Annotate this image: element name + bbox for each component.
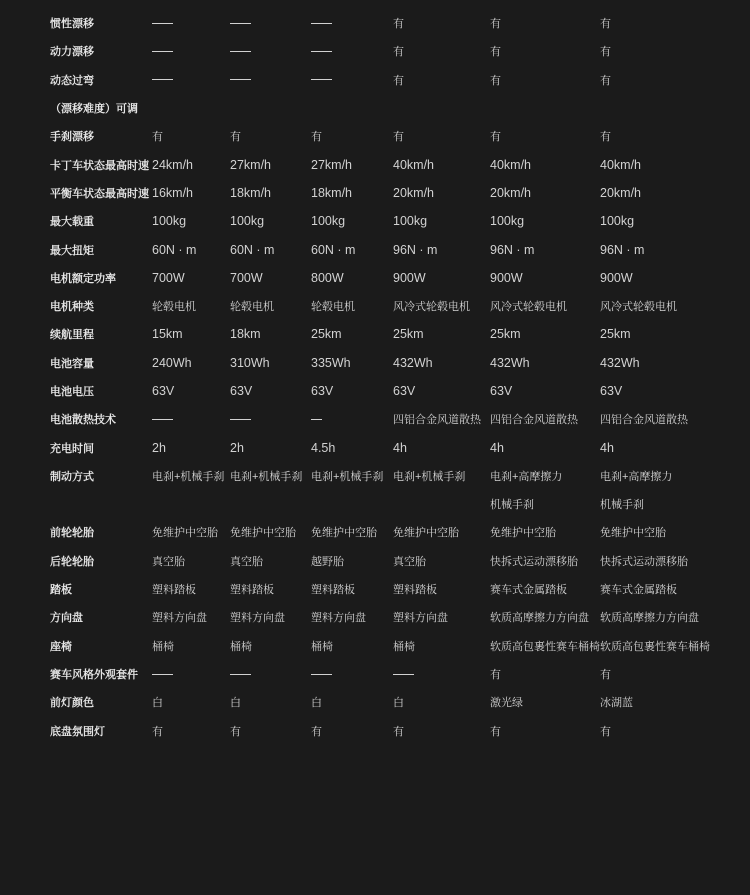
spec-value xyxy=(152,9,230,37)
spec-value: 40km/h xyxy=(490,157,531,172)
spec-label: 电机额定功率 xyxy=(50,272,116,285)
spec-row xyxy=(50,179,750,207)
spec-value: 63V xyxy=(393,384,416,398)
spec-value xyxy=(490,94,600,122)
spec-row xyxy=(50,490,750,518)
spec-value: 20km/h xyxy=(600,185,641,200)
spec-value: 15km xyxy=(152,327,183,342)
spec-value: 桶椅 xyxy=(152,640,174,653)
spec-value: 越野胎 xyxy=(311,555,344,568)
cropped-top-row xyxy=(0,0,750,6)
spec-label: 电池散热技术 xyxy=(50,414,116,427)
spec-value: 有 xyxy=(490,74,501,87)
spec-value: 63V xyxy=(311,384,334,398)
spec-value: 四铝合金风道散热 xyxy=(600,414,688,427)
spec-value: 有 xyxy=(490,131,501,144)
spec-row xyxy=(50,320,750,348)
spec-label: 方向盘 xyxy=(50,612,83,625)
spec-value xyxy=(152,94,230,122)
dash-mark xyxy=(230,79,251,80)
spec-row xyxy=(50,94,750,122)
spec-value: 塑料踏板 xyxy=(152,584,196,597)
spec-value: 机械手刹 xyxy=(490,499,534,512)
spec-value: 800W xyxy=(311,270,344,285)
spec-value: 4h xyxy=(600,440,614,455)
spec-row xyxy=(50,66,750,94)
dash-mark xyxy=(311,419,322,420)
spec-value: 轮毂电机 xyxy=(230,301,274,314)
spec-value: 27km/h xyxy=(230,157,271,172)
spec-value: 有 xyxy=(490,18,501,31)
spec-value: 432Wh xyxy=(393,355,433,370)
spec-value: 63V xyxy=(490,384,513,398)
spec-row xyxy=(50,349,750,377)
spec-value: 电刹+高摩擦力 xyxy=(600,470,673,483)
spec-value: 免维护中空胎 xyxy=(311,527,377,540)
spec-value: 有 xyxy=(230,131,241,144)
spec-value: 电刹+机械手刹 xyxy=(230,470,303,483)
spec-row xyxy=(50,377,750,405)
spec-value xyxy=(311,490,393,518)
spec-value xyxy=(230,37,311,65)
spec-value: 真空胎 xyxy=(152,555,185,568)
spec-value: 电刹+机械手刹 xyxy=(152,470,225,483)
spec-value: 60N · m xyxy=(152,242,197,257)
spec-value: 有 xyxy=(490,725,501,738)
spec-row xyxy=(50,292,750,320)
spec-value: 塑料方向盘 xyxy=(230,612,285,625)
spec-value: 冰湖蓝 xyxy=(600,697,633,710)
spec-value: 40km/h xyxy=(393,157,434,172)
spec-value: 有 xyxy=(393,131,404,144)
spec-label: 前灯颜色 xyxy=(50,697,94,710)
spec-row xyxy=(50,462,750,490)
spec-value: 16km/h xyxy=(152,185,193,200)
spec-label: 后轮轮胎 xyxy=(50,555,94,568)
spec-value: 100kg xyxy=(490,214,525,229)
spec-value: 18km/h xyxy=(230,185,271,200)
spec-value: 96N · m xyxy=(490,242,535,257)
spec-value: 有 xyxy=(311,131,322,144)
spec-value: 900W xyxy=(600,270,633,285)
spec-label: 底盘氛围灯 xyxy=(50,725,105,738)
spec-value: 有 xyxy=(600,725,611,738)
spec-value xyxy=(393,660,490,688)
spec-value: 风冷式轮毂电机 xyxy=(600,301,677,314)
spec-value: 900W xyxy=(490,270,523,285)
spec-label: 最大扭矩 xyxy=(50,244,94,257)
spec-value: 432Wh xyxy=(600,355,640,370)
spec-label: 踏板 xyxy=(50,584,72,597)
spec-value: 软质高包裹性赛车桶椅 xyxy=(600,640,710,653)
spec-value: 63V xyxy=(152,384,175,398)
spec-value: 96N · m xyxy=(600,242,645,257)
spec-row xyxy=(50,264,750,292)
dash-mark xyxy=(152,23,173,24)
spec-row xyxy=(50,716,750,744)
spec-value: 335Wh xyxy=(311,355,351,370)
spec-row xyxy=(50,688,750,716)
spec-value: 有 xyxy=(393,46,404,59)
spec-value: 700W xyxy=(152,270,185,285)
spec-label: 续航里程 xyxy=(50,329,94,342)
spec-value: 有 xyxy=(490,668,501,681)
spec-value xyxy=(230,490,311,518)
spec-table-body xyxy=(50,9,750,745)
spec-label: 赛车风格外观套件 xyxy=(50,668,138,681)
spec-value xyxy=(311,66,393,94)
dash-mark xyxy=(152,51,173,52)
spec-value: 快拆式运动漂移胎 xyxy=(490,555,578,568)
dash-mark xyxy=(230,419,251,420)
spec-value: 软质高摩擦力方向盘 xyxy=(490,612,589,625)
spec-value: 机械手刹 xyxy=(600,499,644,512)
spec-label: 最大载重 xyxy=(50,216,94,229)
spec-value xyxy=(311,37,393,65)
spec-value: 25km xyxy=(393,327,424,342)
spec-value xyxy=(311,405,393,433)
spec-value: 900W xyxy=(393,270,426,285)
spec-value xyxy=(230,9,311,37)
spec-value: 免维护中空胎 xyxy=(490,527,556,540)
dash-mark xyxy=(152,419,173,420)
spec-value: 100kg xyxy=(311,214,346,229)
spec-label: （漂移难度）可调 xyxy=(50,103,138,116)
spec-value: 20km/h xyxy=(490,185,531,200)
spec-value: 轮毂电机 xyxy=(152,301,196,314)
spec-label: 电机种类 xyxy=(50,301,94,314)
spec-value xyxy=(230,405,311,433)
spec-value xyxy=(230,660,311,688)
spec-value: 有 xyxy=(600,74,611,87)
spec-row xyxy=(50,37,750,65)
spec-label: 电池电压 xyxy=(50,386,94,398)
spec-value: 塑料方向盘 xyxy=(152,612,207,625)
dash-mark xyxy=(311,674,332,675)
spec-label: 动力漂移 xyxy=(50,46,94,59)
spec-value xyxy=(152,405,230,433)
spec-value: 432Wh xyxy=(490,355,530,370)
spec-value: 60N · m xyxy=(311,242,356,257)
dash-mark xyxy=(311,51,332,52)
dash-mark xyxy=(311,79,332,80)
spec-label: 动态过弯 xyxy=(50,74,94,87)
dash-mark xyxy=(152,674,173,675)
dash-mark xyxy=(230,674,251,675)
spec-value: 赛车式金属踏板 xyxy=(490,584,567,597)
dash-mark xyxy=(230,23,251,24)
spec-value: 40km/h xyxy=(600,157,641,172)
spec-value: 风冷式轮毂电机 xyxy=(490,301,567,314)
spec-value: 免维护中空胎 xyxy=(393,527,459,540)
spec-value: 100kg xyxy=(152,214,187,229)
spec-row xyxy=(50,207,750,235)
spec-value: 100kg xyxy=(393,214,428,229)
spec-row xyxy=(50,518,750,546)
spec-value: 有 xyxy=(393,725,404,738)
spec-value: 2h xyxy=(152,440,166,455)
spec-value: 塑料方向盘 xyxy=(393,612,448,625)
spec-value: 100kg xyxy=(230,214,265,229)
spec-value: 60N · m xyxy=(230,242,275,257)
spec-value: 赛车式金属踏板 xyxy=(600,584,677,597)
spec-value: 310Wh xyxy=(230,355,270,370)
spec-table xyxy=(50,9,750,745)
spec-value: 有 xyxy=(600,668,611,681)
spec-value: 2h xyxy=(230,440,244,455)
spec-row xyxy=(50,575,750,603)
spec-label xyxy=(50,490,152,518)
spec-value: 塑料方向盘 xyxy=(311,612,366,625)
spec-value: 63V xyxy=(600,384,623,398)
spec-value: 真空胎 xyxy=(393,555,426,568)
spec-value: 快拆式运动漂移胎 xyxy=(600,555,688,568)
spec-value xyxy=(600,94,750,122)
spec-row xyxy=(50,603,750,631)
spec-value xyxy=(230,66,311,94)
spec-value: 24km/h xyxy=(152,157,193,172)
spec-value: 4h xyxy=(393,440,407,455)
spec-value: 有 xyxy=(490,46,501,59)
spec-value: 有 xyxy=(152,725,163,738)
spec-value: 电刹+机械手刹 xyxy=(311,470,384,483)
spec-value xyxy=(311,9,393,37)
spec-value: 有 xyxy=(600,131,611,144)
dash-mark xyxy=(393,674,414,675)
spec-value: 240Wh xyxy=(152,355,192,370)
spec-row xyxy=(50,433,750,461)
spec-row xyxy=(50,235,750,263)
spec-value: 有 xyxy=(393,74,404,87)
spec-label: 卡丁车状态最高时速 xyxy=(50,159,149,172)
spec-value: 四铝合金风道散热 xyxy=(490,414,578,427)
dash-mark xyxy=(230,51,251,52)
spec-value: 有 xyxy=(600,18,611,31)
spec-value: 风冷式轮毂电机 xyxy=(393,301,470,314)
spec-value: 软质高包裹性赛车桶椅 xyxy=(490,640,600,653)
spec-value: 25km xyxy=(490,327,521,342)
spec-label: 座椅 xyxy=(50,640,72,653)
spec-row xyxy=(50,9,750,37)
spec-label: 电池容量 xyxy=(50,357,94,370)
spec-value: 电刹+机械手刹 xyxy=(393,470,466,483)
spec-value: 有 xyxy=(393,18,404,31)
spec-value: 塑料踏板 xyxy=(393,584,437,597)
spec-value: 有 xyxy=(311,725,322,738)
spec-value: 白 xyxy=(311,697,322,710)
spec-value: 桶椅 xyxy=(230,640,252,653)
spec-value: 桶椅 xyxy=(311,640,333,653)
spec-value: 激光绿 xyxy=(490,697,523,710)
spec-value: 4.5h xyxy=(311,440,336,455)
spec-label: 惯性漂移 xyxy=(50,18,94,31)
spec-value xyxy=(152,660,230,688)
spec-value: 25km xyxy=(600,327,631,342)
spec-label: 手刹漂移 xyxy=(50,131,94,144)
spec-row xyxy=(50,547,750,575)
spec-row xyxy=(50,660,750,688)
spec-value xyxy=(230,94,311,122)
spec-value: 白 xyxy=(152,697,163,710)
spec-value xyxy=(152,37,230,65)
spec-value: 700W xyxy=(230,270,263,285)
spec-value: 有 xyxy=(152,131,163,144)
dash-mark xyxy=(311,23,332,24)
spec-value xyxy=(152,66,230,94)
spec-value xyxy=(311,94,393,122)
spec-value: 27km/h xyxy=(311,157,352,172)
spec-value: 4h xyxy=(490,440,504,455)
spec-row xyxy=(50,632,750,660)
spec-row xyxy=(50,122,750,150)
spec-value xyxy=(393,490,490,518)
spec-value xyxy=(393,94,490,122)
spec-value: 有 xyxy=(600,46,611,59)
spec-value: 96N · m xyxy=(393,242,438,257)
spec-value: 免维护中空胎 xyxy=(152,527,218,540)
spec-label: 平衡车状态最高时速 xyxy=(50,187,149,200)
spec-row xyxy=(50,405,750,433)
spec-value: 白 xyxy=(393,697,404,710)
spec-value: 轮毂电机 xyxy=(311,301,355,314)
spec-value: 塑料踏板 xyxy=(311,584,355,597)
dash-mark xyxy=(152,79,173,80)
spec-value: 100kg xyxy=(600,214,635,229)
spec-label: 充电时间 xyxy=(50,442,94,455)
spec-value: 白 xyxy=(230,697,241,710)
spec-value: 免维护中空胎 xyxy=(600,527,666,540)
spec-row xyxy=(50,150,750,178)
spec-value: 电刹+高摩擦力 xyxy=(490,470,563,483)
spec-value: 63V xyxy=(230,384,253,398)
spec-value: 桶椅 xyxy=(393,640,415,653)
spec-value: 免维护中空胎 xyxy=(230,527,296,540)
spec-value: 25km xyxy=(311,327,342,342)
spec-value: 四铝合金风道散热 xyxy=(393,414,481,427)
spec-value xyxy=(311,660,393,688)
spec-value: 塑料踏板 xyxy=(230,584,274,597)
spec-value xyxy=(152,490,230,518)
spec-value: 软质高摩擦力方向盘 xyxy=(600,612,699,625)
spec-value: 20km/h xyxy=(393,185,434,200)
spec-value: 18km/h xyxy=(311,185,352,200)
spec-value: 有 xyxy=(230,725,241,738)
spec-value: 18km xyxy=(230,327,261,342)
spec-label: 前轮轮胎 xyxy=(50,527,94,540)
spec-label: 制动方式 xyxy=(50,470,94,483)
spec-value: 真空胎 xyxy=(230,555,263,568)
